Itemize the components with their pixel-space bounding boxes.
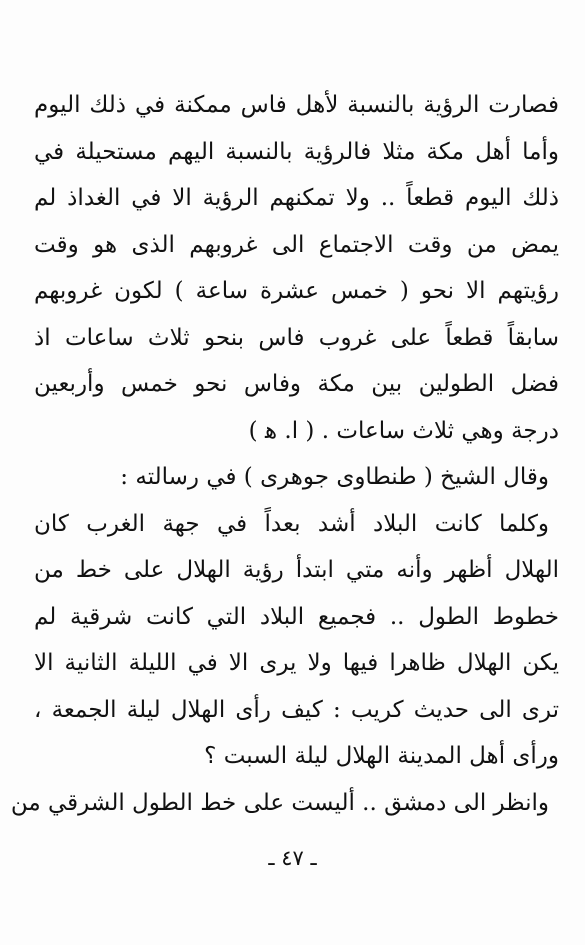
text-line-13: يكن الهلال ظاهرا فيها ولا يرى الا في الليلة الثانية الا (34, 650, 559, 676)
text-line-8: درجة وهي ثلاث ساعات . ( ا. ﻫ ) (248, 417, 559, 444)
text-line-16: وانظر الى دمشق .. أليست على خط الطول الشرقي من (10, 789, 549, 816)
page-number: ـ ٤٧ ـ (268, 846, 317, 870)
text-line-6: سابقاً قطعاً على غروب فاس بنحو ثلاث ساعات اذ (34, 324, 559, 351)
text-line-9: وقال الشيخ ( طنطاوى جوهرى ) في رسالته : (120, 464, 549, 490)
text-line-5: رؤيتهم الا نحو ( خمس عشرة ساعة ) لكون غروبهم (34, 278, 559, 304)
text-line-10: وكلما كانت البلاد أشد بعداً في جهة الغرب كان (34, 510, 549, 537)
text-line-7: فضل الطولين بين مكة وفاس نحو خمس وأربعين (34, 371, 559, 397)
text-line-4: يمض من وقت الاجتماع الى غروبهم الذى هو وقت (34, 231, 559, 258)
text-line-12: خطوط الطول .. فجميع البلاد التي كانت شرقية لم (34, 603, 559, 630)
text-line-3: ذلك اليوم قطعاً .. ولا تمكنهم الرؤية الا في الغداذ لم (34, 185, 559, 211)
text-line-15: ورأى أهل المدينة الهلال ليلة السبت ؟ (204, 743, 559, 769)
text-line-11: الهلال أظهر وأنه متي ابتدأ رؤية الهلال على خط من (34, 557, 559, 583)
text-line-1: فصارت الرؤية بالنسبة لأهل فاس ممكنة في ذلك اليوم (34, 92, 559, 118)
body-text (10, 82, 559, 826)
text-line-2: وأما أهل مكة مثلا فالرؤية بالنسبة اليهم مستحيلة في (34, 138, 559, 165)
text-line-14: ترى الى حديث كريب : كيف رأى الهلال ليلة الجمعة ، (34, 696, 559, 723)
